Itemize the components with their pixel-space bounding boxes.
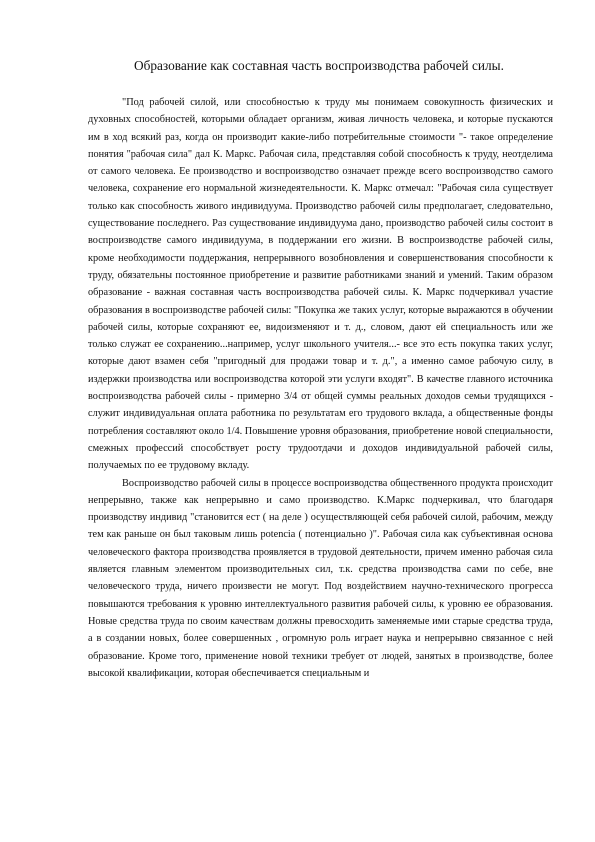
document-title: Образование как составная часть воспроизводства рабочей силы. (134, 58, 504, 73)
body-paragraph-1: "Под рабочей силой, или способностью к труду мы понимаем совокупность физических и духовных способностей, которыми обладает организм, живая личность человека, и которые пускаются им в ход всякий раз, когда он производит какие-либо потребительные стоимости "- такое определение понятия "рабочая сила" дал К. Маркс. Рабочая сила, представляя собой способность к труду, неотделима от самого человека. Ее производство и воспроизводство означает прежде всего воспроизводство самого человека, сохранение его нормальной жизнедеятельности. К. Маркс отмечал: "Рабочая сила существует только как способность живого индивидуума. Производство рабочей силы предполагает, следовательно, существование последнего. Раз существование индивидуума дано, производство рабочей силы состоит в воспроизводстве самого индивидуума, в поддержании его жизни. В воспроизводстве рабочей силы, кроме необходимости поддержания, непрерывного возобновления и совершенствования способности к труду, обязательны постоянное приобретение и развитие работниками знаний и умений. Таким образом образование - важная составная часть воспроизводства рабочей силы. К. Маркс подчеркивал участие образования в воспроизводстве рабочей силы: "Покупка же таких услуг, которые выражаются в обучении рабочей силы, которые сохраняют ее, видоизменяют и т. д., словом, дают ей специальность или же только служат ее сохранению...например, услуг школьного учителя...- все это есть покупка таких услуг, которые дают взамен себя "пригодный для продажи товар и т. д.", а именно самое рабочую силу, в издержки производства или воспроизводства которой эти услуги входят". В качестве главного источника воспроизводства рабочей силы - примерно 3/4 от общей суммы реальных доходов семьи трудящихся - служит индивидуальная оплата работника по результатам его трудового вклада, а общественные фонды потребления составляют около 1/4. Повышение уровня образования, приобретение новой специальности, смежных профессий способствует росту трудоотдачи и доходов индивидуальной рабочей силы, получаемых по ее трудовому вкладу. (88, 97, 553, 472)
body-paragraph-2: Воспроизводство рабочей силы в процессе воспроизводства общественного продукта происходит непрерывно, также как непрерывно и само производство. К.Маркс подчеркивал, что благодаря производству индивид "становится ест ( на деле ) осуществляющей себя рабочей силой, рабочим, между тем как раньше он был таковым лишь potencia ( потенциально )". Рабочая сила как субъективная основа человеческого фактора производства проявляется в трудовой деятельности, причем именно рабочая сила является главным элементом производительных сил, т.к. средства производства сами по себе, вне человеческого труда, ничего произвести не могут. Под воздействием научно-технического прогресса повышаются требования к уровню интеллектуального развития рабочей силы, к уровню ее образования. Новые средства труда по своим качествам должны превосходить заменяемые ими старые средства труда, а в создании новых, более совершенных , огромную роль играет наука и непрерывно связанное с ней образование. Кроме того, применение новой техники требует от людей, занятых в производстве, более высокой квалификации, которая обеспечивается специальным и (88, 477, 553, 679)
document-page (88, 58, 553, 682)
